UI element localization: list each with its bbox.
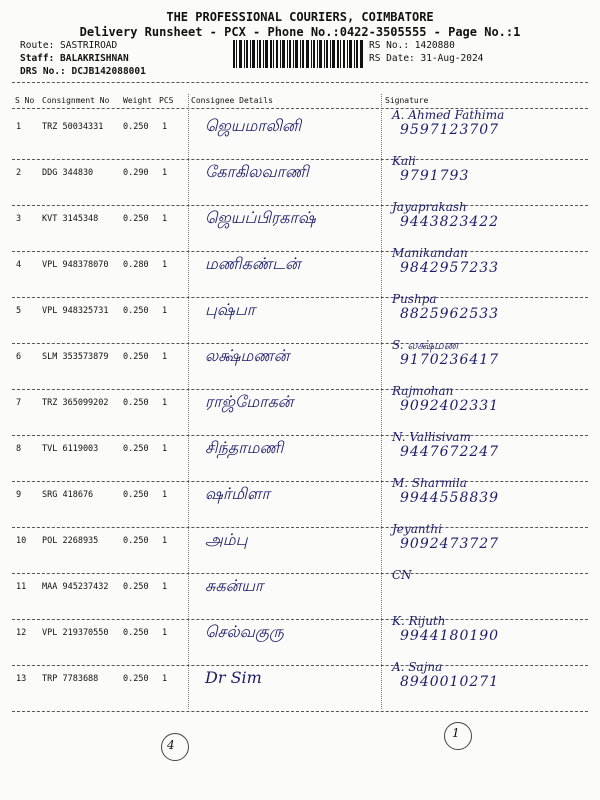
row-serial-number: 5 — [16, 306, 22, 316]
row-consignee-name: Dr Sim — [205, 668, 262, 687]
col-header-sno: S No — [15, 96, 35, 105]
row-signature-phone: 8825962533 — [400, 306, 500, 322]
row-divider — [12, 389, 588, 390]
row-divider — [12, 159, 588, 160]
row-consignee-name: அம்பு — [205, 530, 248, 549]
row-signature-phone: 9944558839 — [400, 490, 500, 506]
row-weight: 0.250 — [123, 306, 149, 316]
row-consignment-number: VPL 948378070 — [42, 260, 109, 270]
row-weight: 0.250 — [123, 352, 149, 362]
row-serial-number: 3 — [16, 214, 22, 224]
row-pieces: 1 — [162, 168, 168, 178]
row-divider — [12, 481, 588, 482]
barcode-icon — [233, 40, 363, 68]
row-consignee-name: ஷர்மிளா — [205, 484, 270, 503]
row-divider — [12, 527, 588, 528]
runsheet-subtitle: Delivery Runsheet - PCX - Phone No.:0422-3505555 - Page No.:1 — [79, 25, 521, 39]
row-signature-name: Jayaprakash — [392, 200, 467, 214]
footer-mark-left-text: 4 — [167, 738, 175, 752]
row-divider — [12, 573, 588, 574]
row-consignee-name: லக்ஷ்மணன் — [205, 346, 290, 365]
row-consignment-number: VPL 948325731 — [42, 306, 109, 316]
row-weight: 0.290 — [123, 168, 149, 178]
header-divider-top — [12, 82, 588, 83]
row-divider — [12, 343, 588, 344]
row-weight: 0.250 — [123, 490, 149, 500]
row-signature-phone: 9447672247 — [400, 444, 500, 460]
row-consignment-number: SLM 353573879 — [42, 352, 109, 362]
row-pieces: 1 — [162, 628, 168, 638]
row-signature-phone: 8940010271 — [400, 674, 500, 690]
row-serial-number: 1 — [16, 122, 22, 132]
row-pieces: 1 — [162, 306, 168, 316]
row-signature-name: K. Rijuth — [392, 614, 446, 628]
rs-date: RS Date: 31-Aug-2024 — [369, 53, 484, 64]
row-signature-phone: 9092402331 — [400, 398, 500, 414]
row-serial-number: 2 — [16, 168, 22, 178]
footer-mark-right-text: 1 — [452, 726, 460, 740]
row-pieces: 1 — [162, 536, 168, 546]
col-header-weight: Weight — [123, 96, 152, 105]
row-signature-name: M. Sharmila — [392, 476, 467, 490]
row-signature-phone: 9443823422 — [400, 214, 500, 230]
row-pieces: 1 — [162, 444, 168, 454]
col-header-consignment: Consignment No — [42, 96, 110, 105]
row-divider — [12, 205, 588, 206]
row-consignment-number: DDG 344830 — [42, 168, 94, 178]
row-signature-phone: 9092473727 — [400, 536, 500, 552]
row-signature-phone: 9170236417 — [400, 352, 500, 368]
row-consignee-name: ஜெயமாலினி — [205, 116, 302, 135]
row-signature-name: Manikandan — [392, 246, 468, 260]
row-consignee-name: செல்வகுரு — [205, 622, 284, 641]
row-weight: 0.250 — [123, 122, 149, 132]
row-serial-number: 6 — [16, 352, 22, 362]
row-signature-name: S. லக்ஷ்மண — [392, 338, 459, 352]
row-serial-number: 9 — [16, 490, 22, 500]
row-consignee-name: சிந்தாமணி — [205, 438, 284, 457]
row-consignee-name: கோகிலவாணி — [205, 162, 309, 181]
row-weight: 0.250 — [123, 214, 149, 224]
row-pieces: 1 — [162, 352, 168, 362]
row-consignment-number: TRZ 50034331 — [42, 122, 104, 132]
row-consignment-number: KVT 3145348 — [42, 214, 99, 224]
row-weight: 0.280 — [123, 260, 149, 270]
row-serial-number: 11 — [16, 582, 27, 592]
row-serial-number: 4 — [16, 260, 22, 270]
row-divider — [12, 665, 588, 666]
row-consignment-number: SRG 418676 — [42, 490, 94, 500]
row-weight: 0.250 — [123, 582, 149, 592]
row-weight: 0.250 — [123, 398, 149, 408]
row-consignment-number: POL 2268935 — [42, 536, 99, 546]
row-consignee-name: ஜெயப்பிரகாஷ் — [205, 208, 316, 227]
row-consignment-number: TVL 6119003 — [42, 444, 99, 454]
row-signature-name: A. Sajna — [392, 660, 443, 674]
row-consignment-number: TRP 7783688 — [42, 674, 99, 684]
row-consignee-name: மணிகண்டன் — [205, 254, 301, 273]
row-signature-phone: 9842957233 — [400, 260, 500, 276]
row-serial-number: 13 — [16, 674, 27, 684]
row-consignee-name: சுகன்யா — [205, 576, 264, 595]
row-signature-name: Kali — [392, 154, 416, 168]
col-header-consignee: Consignee Details — [191, 96, 273, 105]
row-pieces: 1 — [162, 674, 168, 684]
row-divider — [12, 297, 588, 298]
row-weight: 0.250 — [123, 628, 149, 638]
footer-mark-left — [161, 733, 189, 761]
row-serial-number: 10 — [16, 536, 27, 546]
runsheet-title: THE PROFESSIONAL COURIERS, COIMBATORE — [166, 10, 434, 24]
row-pieces: 1 — [162, 122, 168, 132]
row-weight: 0.250 — [123, 536, 149, 546]
row-consignee-name: புஷ்பா — [205, 300, 256, 319]
row-serial-number: 7 — [16, 398, 22, 408]
row-pieces: 1 — [162, 582, 168, 592]
drs-number: DRS No.: DCJB142088001 — [20, 66, 146, 77]
row-signature-name: Rajmohan — [392, 384, 454, 398]
row-divider — [12, 711, 588, 712]
route-label: Route: SASTRIROAD — [20, 40, 118, 51]
staff-label: Staff: BALAKRISHNAN — [20, 53, 129, 64]
row-pieces: 1 — [162, 260, 168, 270]
row-consignment-number: TRZ 365099202 — [42, 398, 109, 408]
row-divider — [12, 251, 588, 252]
row-signature-name: N. Vallisivam — [392, 430, 471, 444]
row-pieces: 1 — [162, 398, 168, 408]
row-signature-phone: 9597123707 — [400, 122, 500, 138]
row-signature-name: Jeyanthi — [392, 522, 442, 536]
col-header-signature: Signature — [385, 96, 429, 105]
row-consignment-number: MAA 945237432 — [42, 582, 109, 592]
row-serial-number: 8 — [16, 444, 22, 454]
row-divider — [12, 619, 588, 620]
row-weight: 0.250 — [123, 444, 149, 454]
row-weight: 0.250 — [123, 674, 149, 684]
row-pieces: 1 — [162, 490, 168, 500]
row-signature-name: Pushpa — [392, 292, 437, 306]
row-signature-phone: 9944180190 — [400, 628, 500, 644]
row-signature-name: A. Ahmed Fathima — [392, 108, 505, 122]
row-serial-number: 12 — [16, 628, 27, 638]
row-signature-phone: 9791793 — [400, 168, 470, 184]
rs-number: RS No.: 1420880 — [369, 40, 455, 51]
row-consignee-name: ராஜ்மோகன் — [205, 392, 294, 411]
col-header-pcs: PCS — [159, 96, 174, 105]
row-consignment-number: VPL 219370550 — [42, 628, 109, 638]
row-signature-name: CN — [392, 568, 412, 582]
row-pieces: 1 — [162, 214, 168, 224]
row-divider — [12, 435, 588, 436]
